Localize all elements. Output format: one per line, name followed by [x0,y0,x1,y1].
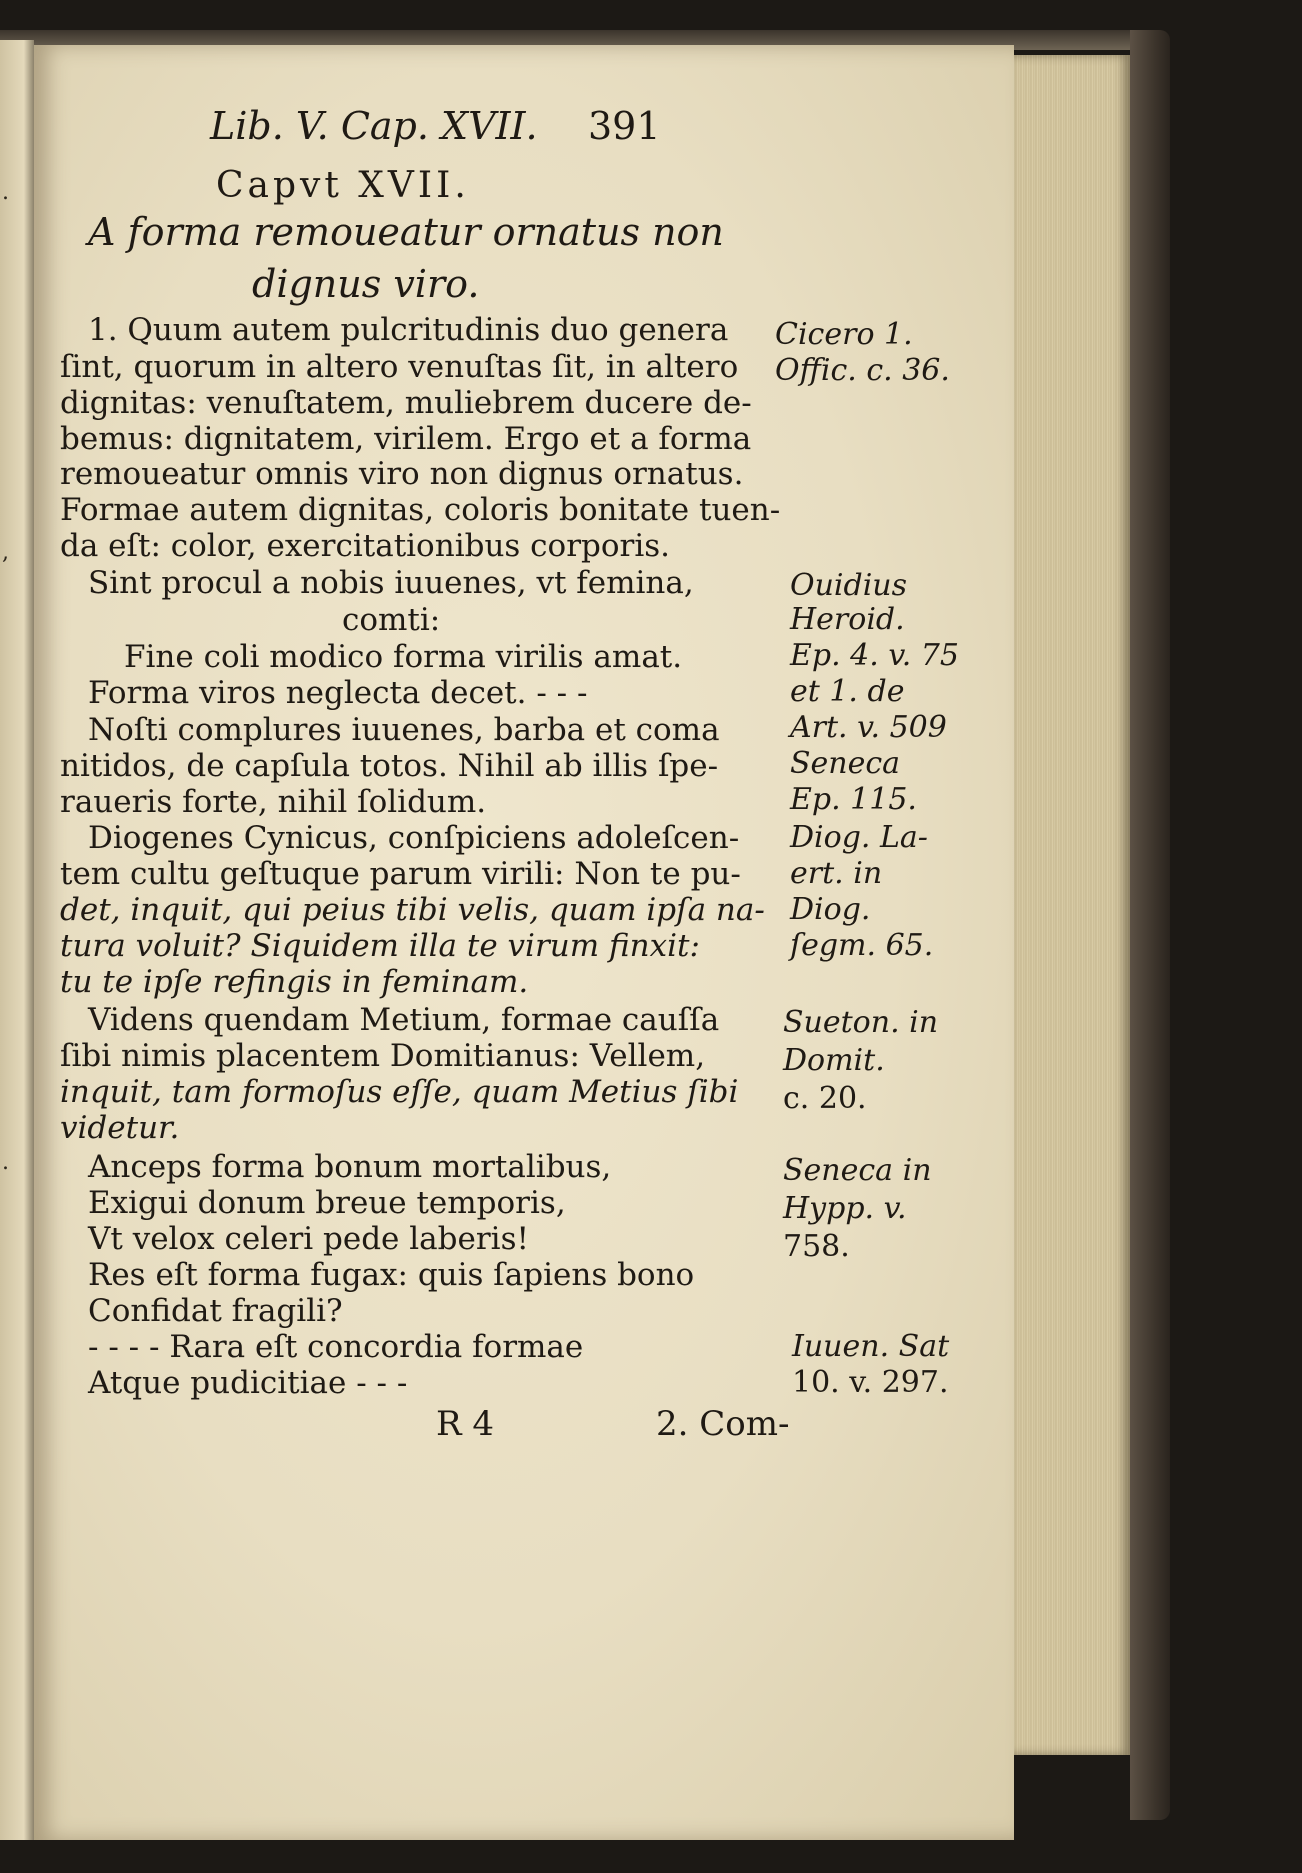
margin-note: Domit. [783,1043,885,1078]
margin-note: Offic. c. 36. [775,353,950,388]
verse-line: Fine coli modico forma virilis amat. [124,639,683,675]
margin-note: et 1. de [790,674,905,709]
body-line: remoueatur omnis viro non dignus ornatus. [60,456,744,492]
verse-line: comti: [342,602,441,638]
facing-page-edge: . , . [0,40,34,1840]
verse-line: Vt velox celeri pede laberis! [88,1221,529,1257]
page-number: 391 [588,104,661,148]
margin-note: Diog. La- [790,820,928,855]
margin-note: Ep. 115. [790,782,917,817]
margin-note: ert. in [790,856,883,891]
body-line: Formae autem dignitas, coloris bonitate tuen- [60,492,781,528]
body-line: nitidos, de capſula totos. Nihil ab illis ſpe- [60,748,719,784]
catchword: 2. Com- [656,1404,790,1444]
body-line: det, inquit, qui peius tibi velis, quam ipſa na- [60,892,765,928]
margin-note: ſegm. 65. [790,928,934,963]
margin-note: 10. v. 297. [792,1365,949,1400]
margin-note: Art. v. 509 [790,710,947,745]
margin-note: 758. [783,1229,850,1264]
margin-note: Ep. 4. v. 75 [790,638,959,673]
body-line: tu te ipſe refingis in feminam. [60,964,529,1000]
verse-line: - - - - Rara eſt concordia formae [88,1329,584,1365]
margin-note: Diog. [790,892,871,927]
margin-note: Iuuen. Sat [792,1329,950,1364]
body-line: Videns quendam Metium, formae cauſſa [88,1002,720,1038]
body-line: da eſt: color, exercitationibus corporis. [60,528,671,564]
signature-mark: R 4 [436,1404,495,1444]
verse-line: Sint procul a nobis iuuenes, vt femina, [88,565,694,601]
body-line: 1. Quum autem pulcritudinis duo genera [88,312,729,348]
body-line: inquit, tam formoſus eſſe, quam Metius ſibi [60,1074,739,1110]
body-line: bemus: dignitatem, virilem. Ergo et a forma [60,421,752,457]
margin-note: Heroid. [790,602,905,637]
margin-note: Cicero 1. [775,317,913,352]
verse-line: Anceps forma bonum mortalibus, [88,1149,612,1185]
running-head: Lib. V. Cap. XVII. [210,104,538,148]
verse-line: Confidat fragili? [88,1293,343,1329]
body-line: Diogenes Cynicus, conſpiciens adoleſcen- [88,820,740,856]
margin-note: Seneca [790,746,901,781]
book-page [34,45,1014,1840]
book-cover [1130,30,1170,1820]
body-line: Noſti complures iuuenes, barba et coma [88,712,720,748]
chapter-subtitle-2: dignus viro. [252,262,480,306]
body-line: videtur. [60,1110,180,1146]
verse-line: Forma viros neglecta decet. - - - [88,675,588,711]
verse-line: Res eſt forma fugax: quis ſapiens bono [88,1257,695,1293]
margin-note: Seneca in [783,1153,932,1188]
body-line: dignitas: venuſtatem, muliebrem ducere de- [60,385,752,421]
chapter-caption: Capvt XVII. [216,165,470,206]
margin-note: Ouidius [790,568,908,603]
margin-note: c. 20. [783,1081,867,1116]
body-line: ſint, quorum in altero venuſtas ſit, in altero [60,349,739,385]
page-edges [1014,55,1130,1755]
body-line: tem cultu geſtuque parum virili: Non te pu- [60,856,741,892]
body-line: raueris forte, nihil ſolidum. [60,784,487,820]
verse-line: Atque pudicitiae - - - [88,1365,408,1401]
margin-note: Sueton. in [783,1005,939,1040]
body-line: tura voluit? Siquidem illa te virum finxit: [60,928,700,964]
chapter-subtitle-1: A forma remoueatur ornatus non [88,210,724,254]
margin-note: Hypp. v. [783,1191,907,1226]
body-line: ſibi nimis placentem Domitianus: Vellem, [60,1038,706,1074]
verse-line: Exigui donum breue temporis, [88,1185,566,1221]
